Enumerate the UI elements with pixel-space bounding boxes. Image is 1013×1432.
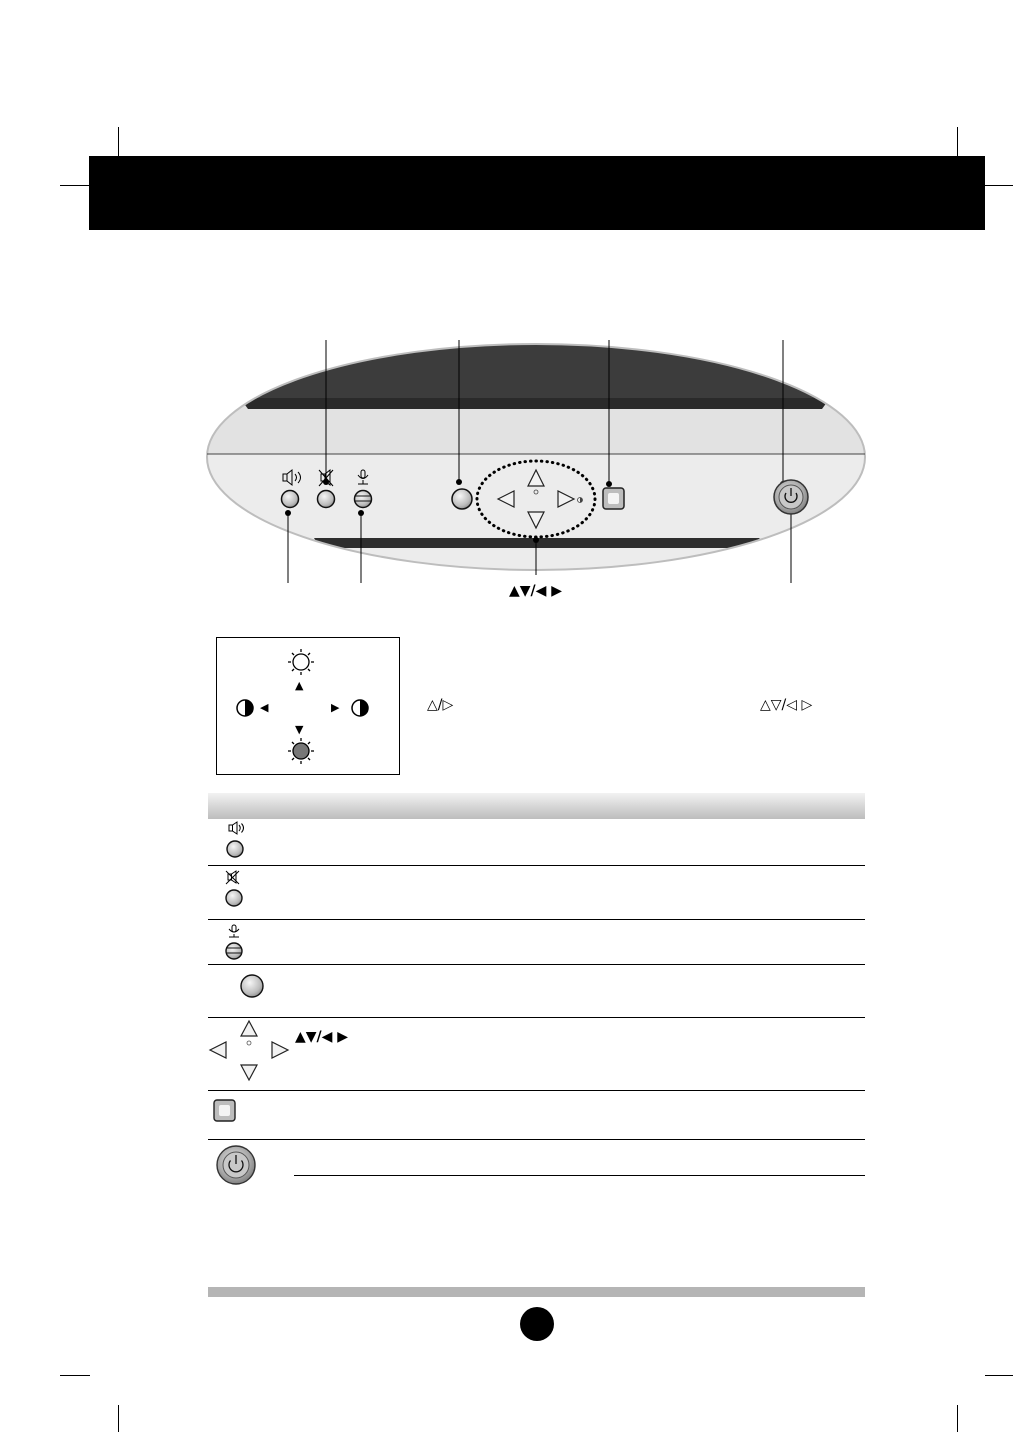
table-menu-button [241,975,263,997]
hint-right-arrows: △▽/◁ ▷ [760,697,813,713]
table-volume-icon [229,822,244,834]
crop-mark-bottom-right-h [985,1375,1013,1376]
table-arrow-keys-icon [210,1021,288,1080]
power-button[interactable] [774,480,808,514]
table-volume-button [227,841,243,857]
monitor-panel [200,330,880,590]
crop-mark-top-left-h [60,185,89,186]
mute-button[interactable] [318,491,335,508]
contrast-high-icon [352,700,368,716]
brightness-low-icon [288,738,314,764]
table-power-button [217,1146,255,1184]
down-marker: ▼ [295,723,304,736]
crop-mark-bottom-right-v [957,1405,958,1432]
brightness-high-icon [288,649,314,675]
power-row-underline [294,1175,865,1176]
monitor-top-dark [200,330,880,400]
volume-button[interactable] [282,491,299,508]
crop-mark-top-right-v [957,127,958,157]
table-microphone-icon [229,925,239,937]
front-panel-diagram [0,330,1013,605]
up-marker: ▲ [295,679,304,692]
crop-mark-top-right-h [985,185,1013,186]
table-microphone-button [226,943,242,959]
menu-button[interactable] [452,489,472,509]
footer-bar [208,1287,865,1297]
crop-mark-bottom-left-v [118,1405,119,1432]
left-marker: ◀ [260,701,269,714]
table-icons [200,815,310,1195]
table-select-button [214,1100,235,1121]
microphone-button[interactable] [355,491,372,508]
right-marker: ▶ [331,701,340,714]
crop-mark-bottom-left-h [60,1375,90,1376]
contrast-low-icon [237,700,253,716]
arrow-keys-label: ▲▼/◀ ▶ [509,583,563,599]
page-number [520,1307,554,1341]
crop-mark-top-left-v [118,127,119,157]
hint-left-arrows: △/▷ [427,697,454,713]
header-bar [89,156,985,230]
select-button[interactable] [603,488,624,509]
table-arrow-keys-label: ▲▼/◀ ▶ [295,1029,349,1045]
adjust-panel [216,637,400,775]
table-mute-button [226,890,242,906]
table-mute-icon [226,871,239,884]
